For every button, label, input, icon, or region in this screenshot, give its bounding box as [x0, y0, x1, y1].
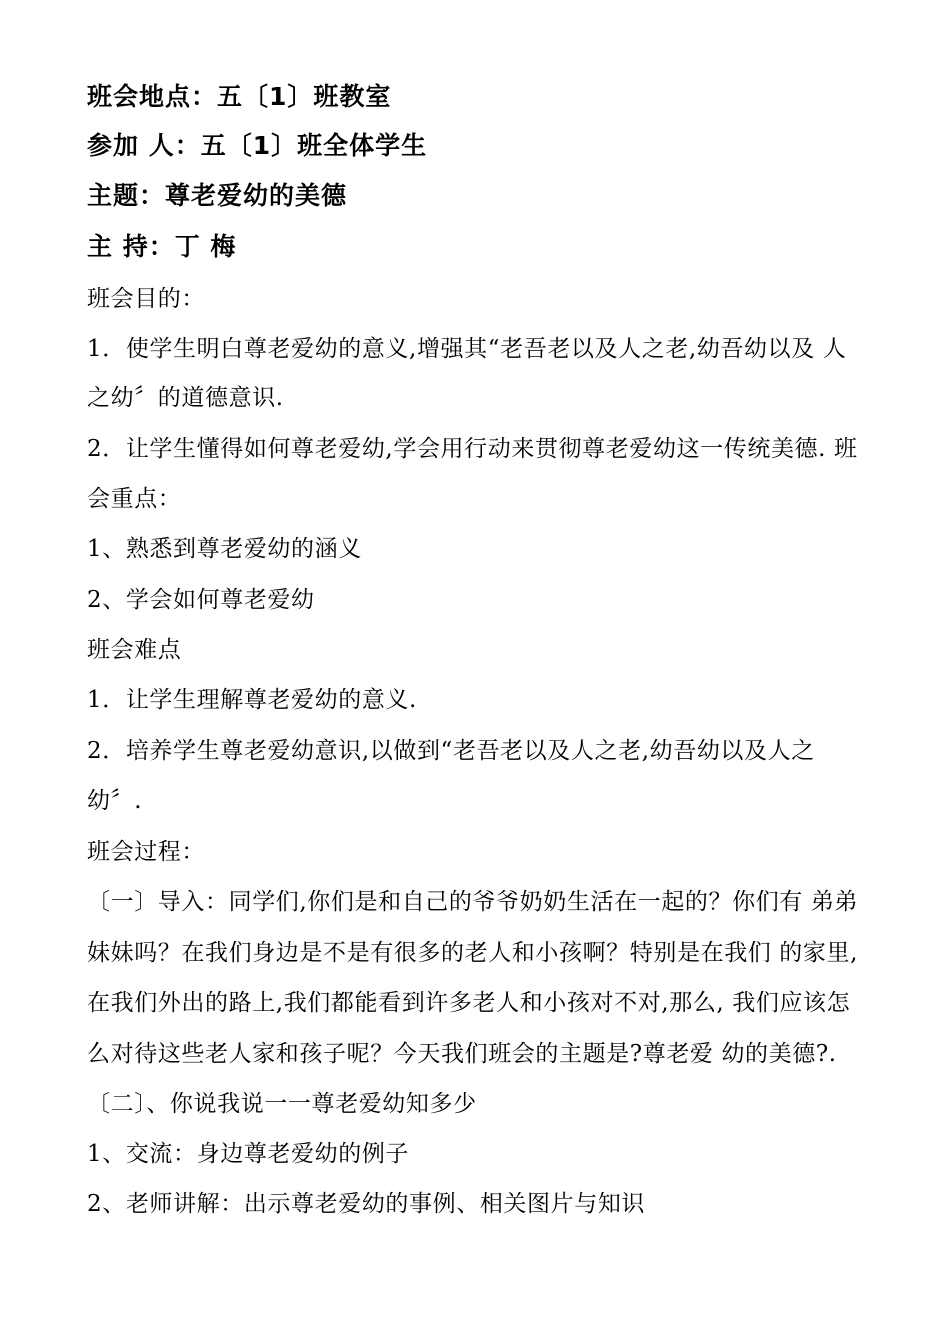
difficulty-1: 1．让学生理解尊老爱幼的意义. [87, 687, 417, 713]
goal-1-line-1: 1．使学生明白尊老爱幼的意义,增强其“老吾老以及人之老,幼吾幼以及 人 [87, 336, 847, 362]
difficulties-heading: 班会难点 [87, 637, 182, 663]
key-point-2: 2、学会如何尊老爱幼 [87, 587, 315, 613]
goal-2-line-2: 会重点： [87, 486, 182, 512]
goal-1-line-2: 之幼〞的道德意识. [87, 385, 284, 411]
meeting-location: 班会地点：五〔1〕班教室 [87, 82, 392, 111]
meeting-participants: 参加 人：五〔1〕班全体学生 [87, 131, 428, 160]
goal-2-line-1: 2．让学生懂得如何尊老爱幼,学会用行动来贯彻尊老爱幼这一传统美德. 班 [87, 436, 858, 462]
difficulty-2-line-1: 2．培养学生尊老爱幼意识,以做到“老吾老以及人之老,幼吾幼以及人之 [87, 738, 815, 764]
intro-line-4: 么对待这些老人家和孩子呢？今天我们班会的主题是?尊老爱 幼的美德?. [87, 1041, 837, 1067]
process-heading: 班会过程： [87, 839, 205, 865]
meeting-host: 主 持：丁 梅 [87, 232, 237, 261]
intro-line-3: 在我们外出的路上,我们都能看到许多老人和小孩对不对,那么, 我们应该怎 [87, 990, 851, 1016]
key-point-1: 1、熟悉到尊老爱幼的涵义 [87, 536, 362, 562]
difficulty-2-line-2: 幼〞. [87, 788, 143, 814]
goals-heading: 班会目的： [87, 286, 205, 312]
section-2-item-1: 1、交流：身边尊老爱幼的例子 [87, 1141, 410, 1167]
section-2-item-2: 2、老师讲解：出示尊老爱幼的事例、相关图片与知识 [87, 1191, 646, 1217]
section-2-heading: 〔二〕、你说我说一一尊老爱幼知多少 [87, 1091, 477, 1117]
intro-line-1: 〔一〕导入：同学们,你们是和自己的爷爷奶奶生活在一起的？你们有 弟弟 [87, 889, 859, 915]
meeting-topic: 主题：尊老爱幼的美德 [87, 181, 348, 210]
intro-line-2: 妹妹吗？在我们身边是不是有很多的老人和小孩啊？特别是在我们 的家里, [87, 940, 859, 966]
